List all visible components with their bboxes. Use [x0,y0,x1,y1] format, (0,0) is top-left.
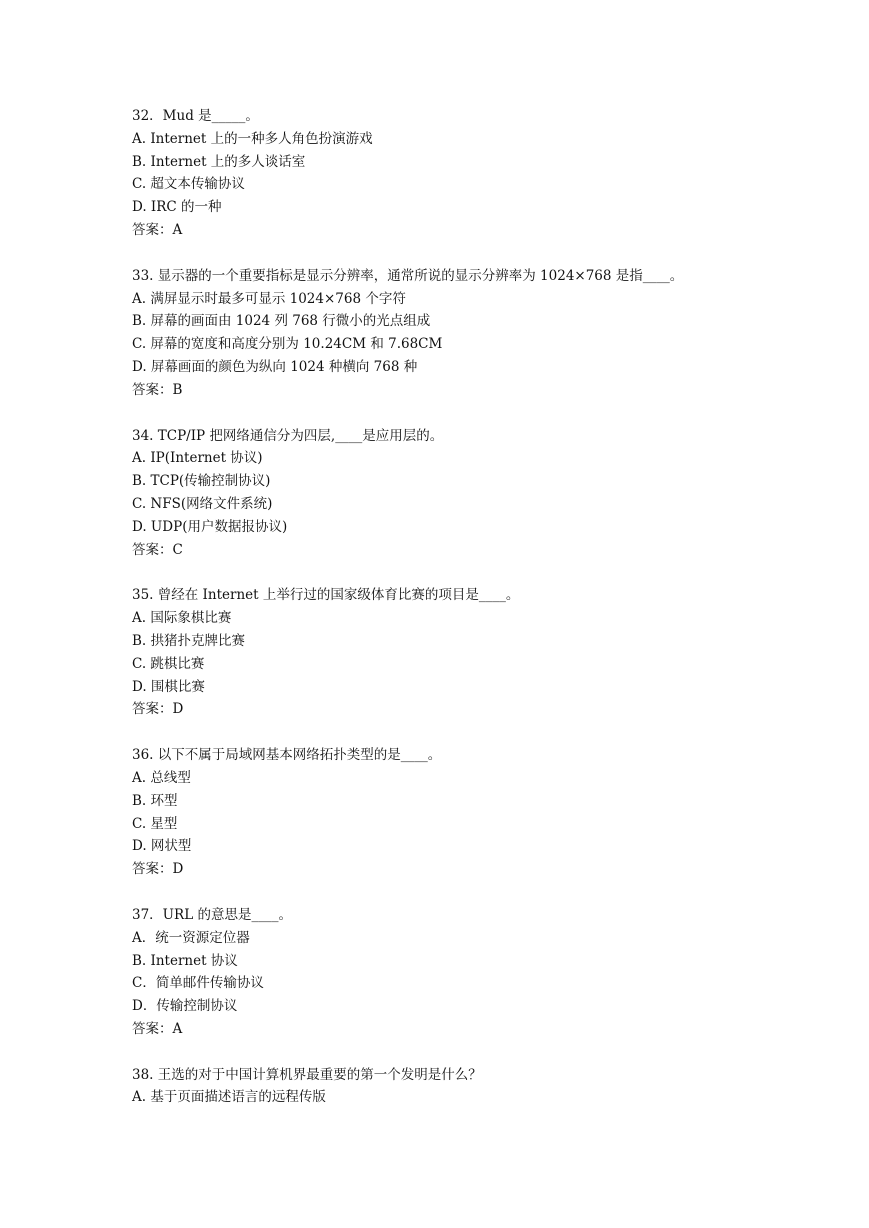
answer-text: 答案：D [132,861,184,878]
answer-text: 答案：A [132,221,183,238]
option-a: A. 满屏显示时最多可显示 1024×768 个字符 [132,290,406,307]
option-b: B. Internet 上的多人谈话室 [132,153,306,170]
question-stem: 37．URL 的意思是____。 [132,906,292,923]
option-a: A．统一资源定位器 [132,929,250,946]
answer-text: 答案：B [132,381,183,398]
question-36 [132,744,852,881]
question-stem: 35. 曾经在 Internet 上举行过的国家级体育比赛的项目是____。 [132,587,520,604]
option-c: C. 屏幕的宽度和高度分别为 10.24CM 和 7.68CM [132,336,443,353]
question-stem: 34. TCP/IP 把网络通信分为四层,____是应用层的。 [132,427,444,444]
question-stem: 32．Mud 是_____。 [132,108,259,124]
option-a: A. 国际象棋比赛 [132,610,232,627]
document-page [132,105,852,1132]
question-stem: 38. 王选的对于中国计算机界最重要的第一个发明是什么？ [132,1066,482,1083]
option-b: B. TCP(传输控制协议) [132,473,271,490]
question-stem: 36. 以下不属于局域网基本网络拓扑类型的是____。 [132,747,442,764]
option-b: B. Internet 协议 [132,952,238,969]
option-a: A. 总线型 [132,769,191,786]
option-c: C．简单邮件传输协议 [132,975,264,992]
question-34 [132,425,852,562]
question-stem: 33. 显示器的一个重要指标是显示分辨率，通常所说的显示分辨率为 1024×768 是指____。 [132,267,684,284]
option-c: C. 跳棋比赛 [132,655,205,672]
option-d: D. UDP(用户数据报协议) [132,518,288,535]
option-b: B. 拱猪扑克牌比赛 [132,632,246,649]
answer-text: 答案：C [132,541,183,558]
option-b: B. 环型 [132,792,178,809]
question-37 [132,904,852,1041]
option-c: C. 星型 [132,815,178,832]
question-38 [132,1064,852,1110]
option-d: D．传输控制协议 [132,998,238,1015]
option-d: D. IRC 的一种 [132,199,222,216]
question-32 [132,105,852,242]
option-a: A. 基于页面描述语言的远程传版 [132,1089,326,1106]
option-c: C. 超文本传输协议 [132,176,245,193]
option-d: D. 屏幕画面的颜色为纵向 1024 种横向 768 种 [132,358,418,375]
option-d: D. 围棋比赛 [132,678,205,695]
question-33 [132,265,852,402]
answer-text: 答案：D [132,701,184,718]
option-b: B. 屏幕的画面由 1024 列 768 行微小的光点组成 [132,313,431,330]
option-a: A. IP(Internet 协议) [132,450,263,467]
option-a: A. Internet 上的一种多人角色扮演游戏 [132,130,373,147]
option-d: D. 网状型 [132,838,192,855]
question-35 [132,584,852,721]
option-c: C. NFS(网络文件系统) [132,495,273,512]
answer-text: 答案：A [132,1020,183,1037]
